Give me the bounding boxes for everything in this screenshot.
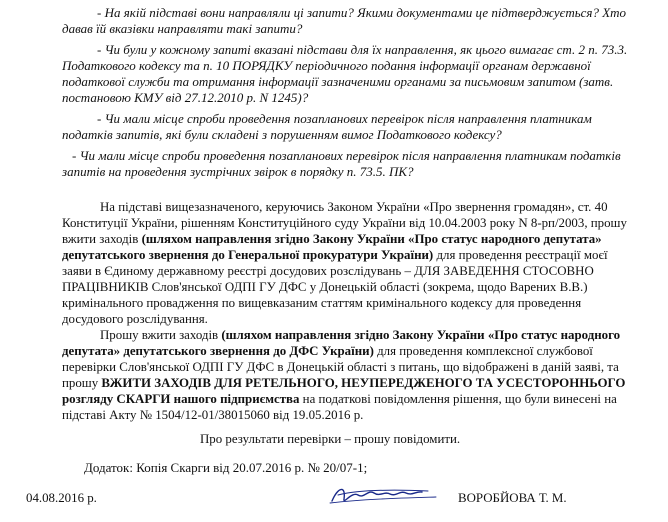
question-3-line-1: - Чи мали місце спроби проведення позапланових перевірок після направлення платникам bbox=[97, 111, 592, 126]
para1-line-6 bbox=[62, 279, 588, 295]
para2-line-5-text: на податкові повідомлення рішення, що були винесені на bbox=[299, 392, 617, 406]
para1-line-7: кримінального провадження по вищевказаним статтям кримінального кодексу для проведення bbox=[62, 296, 582, 310]
para1-line-6-text: Слов'янської ОДПІ ГУ ДФС у Донецькій області (зокрема, щодо Варених В.В.) bbox=[148, 280, 588, 294]
attachment-text: Додаток: Копія Скарги від 20.07.2016 р. № 20/07-1; bbox=[84, 460, 368, 475]
para1-line-1: На підставі вищезазначеного, керуючись Законом України «Про звернення громадян», ст. 40 bbox=[100, 200, 608, 214]
para1-line-4-bold: депутатського звернення до Генеральної прокуратури України) bbox=[62, 248, 434, 262]
para2-line-1-text: Прошу вжити заходів bbox=[100, 328, 222, 342]
para2-line-1-bold: (шляхом направлення згідно Закону України «Про статус народного bbox=[221, 328, 621, 342]
para1-line-5-caps: ДЛЯ ЗАВЕДЕННЯ СТОСОВНО bbox=[414, 264, 594, 278]
question-3-line-2: податків запитів, які були складені з порушенням вимог Податкового кодексу? bbox=[62, 127, 502, 142]
para1-line-3-text: вжити заходів bbox=[62, 232, 142, 246]
para1-line-6-caps: ПРАЦІВНИКІВ bbox=[62, 280, 149, 294]
para1-line-3 bbox=[62, 231, 602, 247]
para2-line-5 bbox=[62, 391, 617, 407]
para2-line-3: перевірки Слов'янської ОДПІ ГУ ДФС в Донецькій області з питань, що відображені в даній заяві, та bbox=[62, 360, 619, 374]
para2-line-6: підставі Акту № 1504/12-01/38015060 від 19.05.2016 р. bbox=[62, 408, 364, 422]
question-1-line-2: давав їй вказівки направляти такі запити? bbox=[62, 21, 303, 36]
question-4-line-2: запитів на проведення зустрічних звірок в порядку п. 73.5. ПК? bbox=[62, 164, 414, 179]
para1-line-5 bbox=[62, 263, 594, 279]
question-1-line-1: - На якій підставі вони направляли ці запити? Якими документами це підтверджується? Хто bbox=[97, 5, 627, 20]
para2-line-1 bbox=[100, 327, 620, 343]
attachment-line bbox=[84, 460, 367, 476]
para2-line-4 bbox=[62, 375, 625, 391]
question-2-line-3: податкової служби та отримання інформації зазначеними органами за письмовим запитом (затв. bbox=[62, 74, 614, 89]
para2-line-2 bbox=[62, 343, 593, 359]
question-2-line-4: постановою КМУ від 27.12.2010 р. N 1245)? bbox=[62, 90, 309, 105]
para2-line-5-bold: розгляду СКАРГИ нашого підприємства bbox=[62, 392, 300, 406]
para2-line-4-text: прошу bbox=[62, 376, 102, 390]
signer-name: ВОРОБЙОВА Т. М. bbox=[458, 491, 567, 505]
closing-request: Про результати перевірки – прошу повідомити. bbox=[200, 432, 461, 446]
para1-line-8: досудового розслідування. bbox=[62, 312, 208, 326]
para1-line-4 bbox=[62, 247, 608, 263]
para2-line-2-bold: депутата» депутатського звернення до ДФС України) bbox=[62, 344, 374, 358]
question-4-line-1: - Чи мали місце спроби проведення позапланових перевірок після направлення платникам податків bbox=[72, 148, 621, 163]
handwritten-signature bbox=[324, 481, 444, 511]
para2-line-2-text: для проведення комплексної службової bbox=[373, 344, 593, 358]
document-date: 04.08.2016 р. bbox=[26, 491, 97, 505]
para1-line-4-text: для проведення реєстрації моєї bbox=[433, 248, 608, 262]
question-2-line-2: Податкового кодексу та п. 10 ПОРЯДКУ періодичного подання інформації органам державної bbox=[62, 58, 591, 73]
para2-line-4-bold: ВЖИТИ ЗАХОДІВ ДЛЯ РЕТЕЛЬНОГО, НЕУПЕРЕДЖЕНОГО ТА УСЕСТОРОННЬОГО bbox=[101, 376, 626, 390]
para1-line-3-bold: (шляхом направлення згідно Закону України «Про статус народного депутата» bbox=[141, 232, 602, 246]
para1-line-2: Конституції України, рішенням Конституційного суду України від 10.04.2003 року N 8-рп/2003, прошу bbox=[62, 216, 627, 230]
question-2-line-1: - Чи були у кожному запиті вказані підстави для їх направлення, як цього вимагає ст. 2 п. 73.3. bbox=[97, 42, 628, 57]
para1-line-5-text: заяви в Єдиному державному реєстрі досудових розслідувань – bbox=[62, 264, 415, 278]
